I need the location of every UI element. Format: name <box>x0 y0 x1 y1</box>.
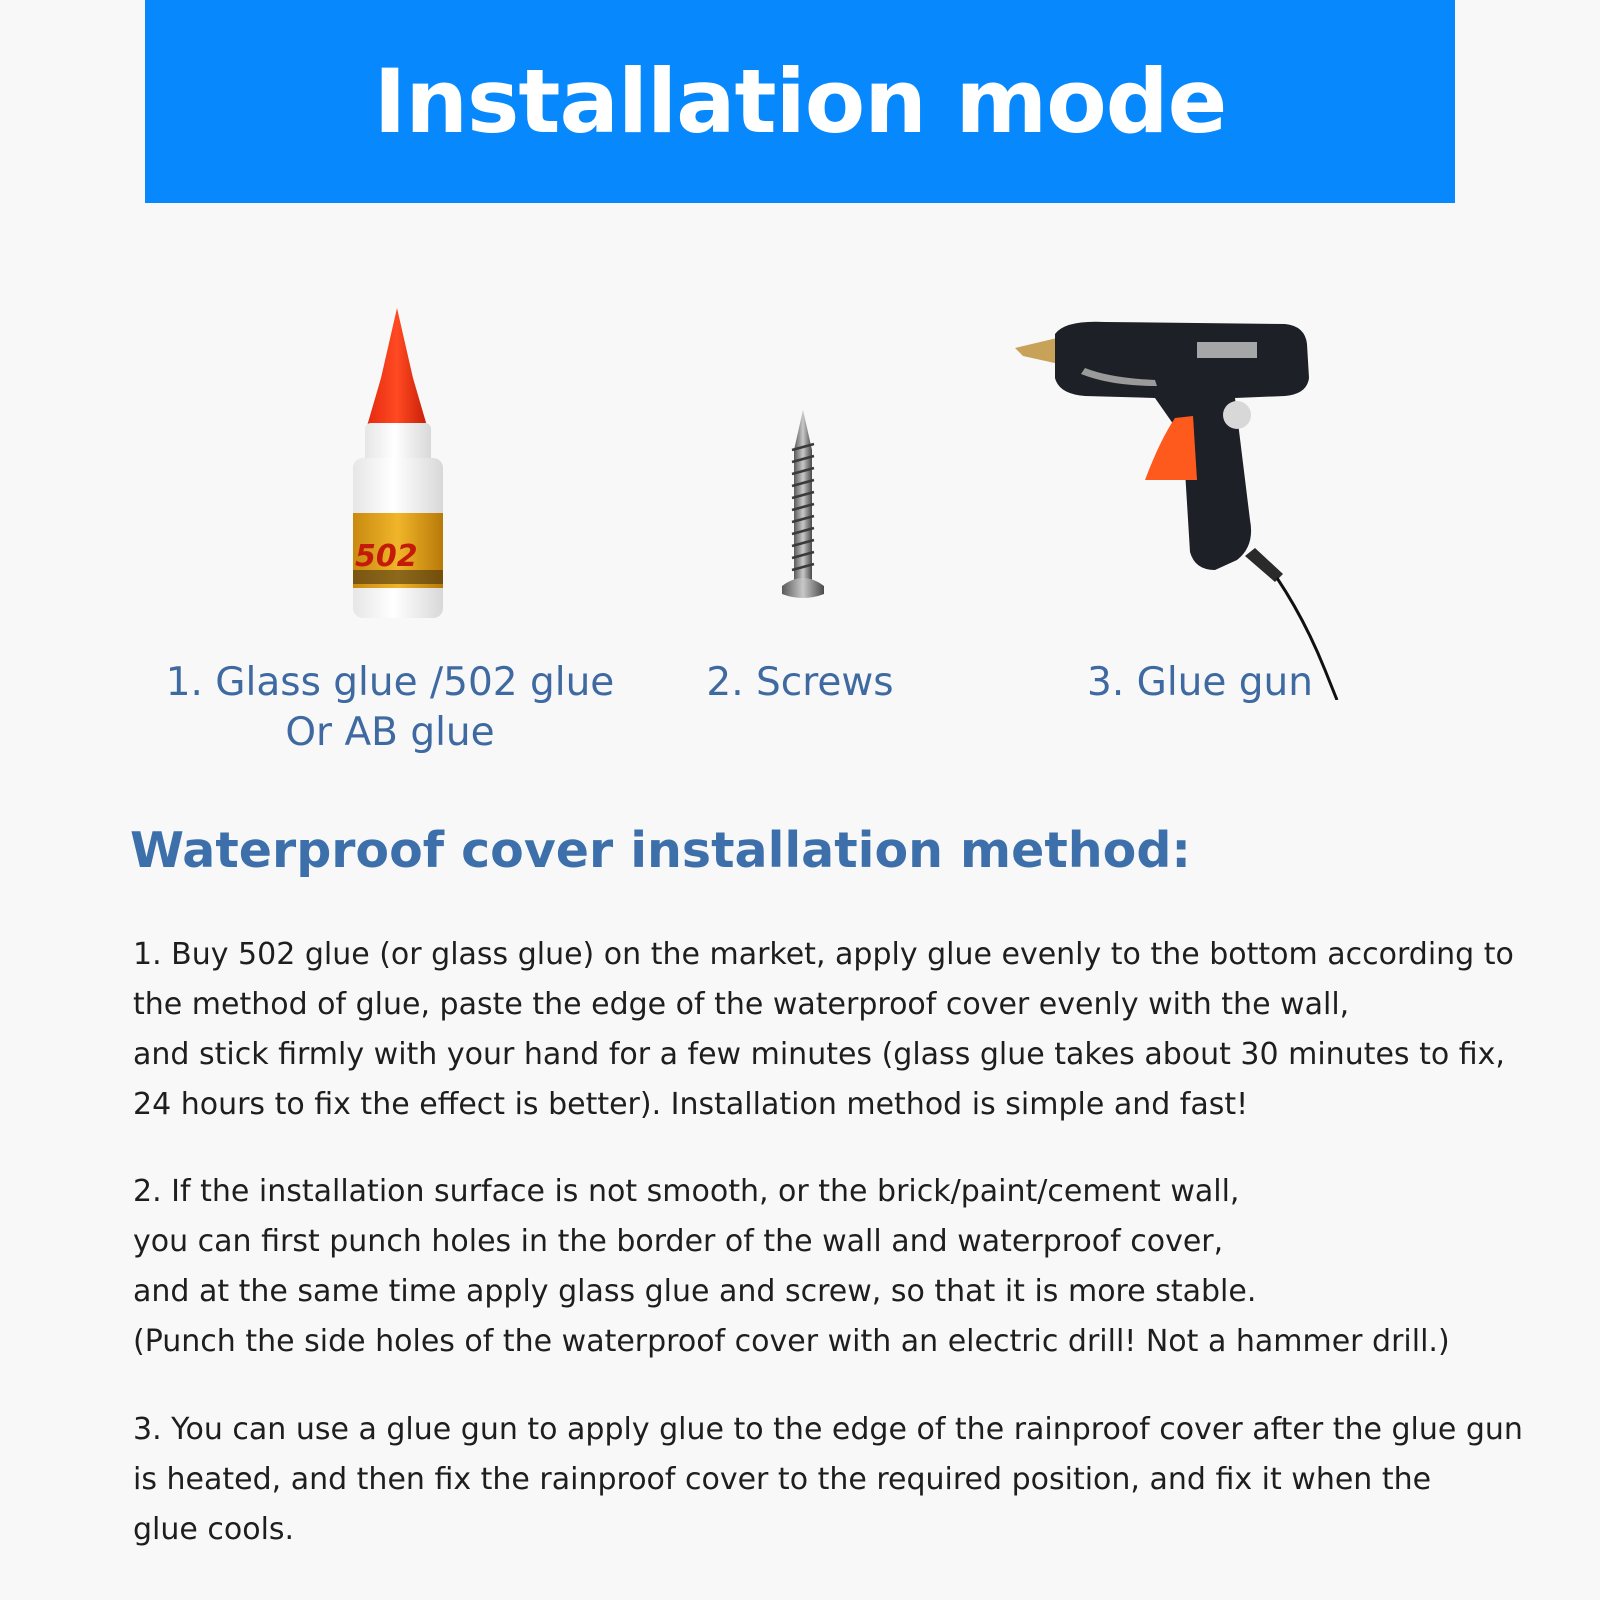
method-paragraph-2 <box>133 1167 1573 1367</box>
paragraph-line: is heated, and then fix the rainproof cover to the required position, and fix it when the <box>133 1462 1432 1497</box>
paragraph-line: you can first punch holes in the border of the wall and waterproof cover, <box>133 1224 1224 1259</box>
paragraph-line: the method of glue, paste the edge of the waterproof cover evenly with the wall, <box>133 987 1350 1022</box>
paragraph-line: and stick firmly with your hand for a few minutes (glass glue takes about 30 minutes to fix, <box>133 1037 1505 1072</box>
paragraph-line: and at the same time apply glass glue and screw, so that it is more stable. <box>133 1274 1257 1309</box>
tool-label-glue-gun <box>1060 658 1340 708</box>
paragraph-line: 3. You can use a glue gun to apply glue to the edge of the rainproof cover after the glue gun <box>133 1412 1523 1447</box>
method-paragraph-1 <box>133 930 1573 1130</box>
screw-icon <box>778 410 828 605</box>
tool-label-glue-line-1: 1. Glass glue /502 glue <box>165 660 615 705</box>
method-title: Waterproof cover installation method: <box>130 822 1191 879</box>
tools-section <box>0 290 1600 790</box>
glue-bottle-icon <box>345 308 455 628</box>
header-banner <box>145 0 1455 203</box>
paragraph-line: 2. If the installation surface is not smooth, or the brick/paint/cement wall, <box>133 1174 1240 1209</box>
tool-label-glue-gun-line-1: 3. Glue gun <box>1087 660 1313 705</box>
glue-gun-icon <box>1015 320 1375 700</box>
paragraph-line: 1. Buy 502 glue (or glass glue) on the market, apply glue evenly to the bottom according to <box>133 937 1514 972</box>
page-title: Installation mode <box>373 50 1227 153</box>
method-paragraph-3 <box>133 1405 1573 1555</box>
tool-label-glue <box>160 658 620 758</box>
paragraph-line: 24 hours to fix the effect is better). Installation method is simple and fast! <box>133 1087 1249 1122</box>
tool-label-glue-line-2: Or AB glue <box>285 710 495 755</box>
bottle-label: 502 <box>355 539 418 574</box>
paragraph-line: (Punch the side holes of the waterproof cover with an electric drill! Not a hammer drill.) <box>133 1324 1450 1359</box>
tool-label-screws <box>660 658 940 708</box>
paragraph-line: glue cools. <box>133 1512 295 1547</box>
tool-label-screws-line-1: 2. Screws <box>706 660 894 705</box>
